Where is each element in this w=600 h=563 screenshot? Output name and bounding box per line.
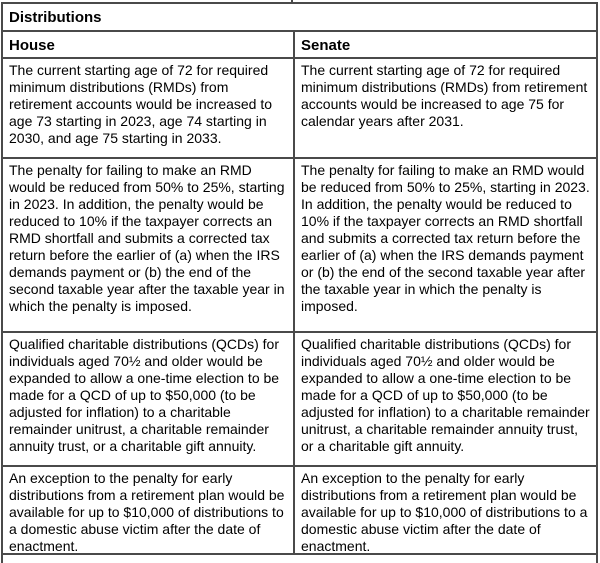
section-header-distributions: Distributions [9,9,102,26]
cell-senate-early-distribution: An exception to the penalty for early distributions from a retirement plan would be available for up to $10,000 of distributions to a domestic abuse victim after the date of enactment. [301,470,588,553]
table-row-column-headers [3,32,596,59]
column-header-house: House [3,32,295,57]
cell-senate-rmd-penalty: The penalty for failing to make an RMD would be reduced from 50% to 25%, starting in 2023. In addition, the penalty would be reduced to 10% if the taxpayer corrects an RMD shortfall and submits a corrected tax return before the earlier of (a) when the IRS demands payment or (b) the end of the second taxable year after the taxable year in which the penalty is imposed. [301,162,590,314]
comparison-table [1,2,598,563]
cell-house-rmd-age: The current starting age of 72 for required minimum distributions (RMDs) from retirement accounts would be increased to age 73 starting in 2023, age 74 starting in 2030, and age 75 starting in 2033. [3,59,295,157]
table-row-cutoff-bottom [3,555,596,563]
cell-senate-rmd-age: The current starting age of 72 for required minimum distributions (RMDs) from retirement accounts would be increased to age 75 for calendar years after 2031. [301,62,588,129]
table-row-early-distribution-exception [3,467,596,555]
cell-house-rmd-penalty: The penalty for failing to make an RMD would be reduced from 50% to 25%, starting in 2023. In addition, the penalty would be reduced to 10% if the taxpayer corrects an RMD shortfall and submits a corrected tax return before the earlier of (a) when the IRS demands payment or (b) the end of the second taxable year after the taxable year in which the penalty is imposed. [3,159,295,331]
cell-house-early-distribution: An exception to the penalty for early distributions from a retirement plan would be available for up to $10,000 of distributions to a domestic abuse victim after the date of enactment. [3,467,295,553]
cell-senate-qcd: Qualified charitable distributions (QCDs) for individuals aged 70½ and older would be expanded to allow a one-time election to be made for a QCD of up to $50,000 (to be adjusted for inflation) to a charitable remainder unitrust, a charitable remainder annuity trust, or a charitable gift annuity. [301,336,590,454]
table-row-rmd-penalty [3,159,596,333]
table-row-rmd-age [3,59,596,159]
table-row-section-header [3,4,596,32]
cutoff-bottom-cell [3,555,596,563]
table-row-qcd [3,333,596,467]
cell-house-qcd: Qualified charitable distributions (QCDs) for individuals aged 70½ and older would be expanded to allow a one-time election to be made for a QCD of up to $50,000 (to be adjusted for inflation) to a charitable remainder unitrust, a charitable remainder annuity trust, or a charitable gift annuity. [3,333,295,465]
column-header-senate: Senate [301,37,351,54]
